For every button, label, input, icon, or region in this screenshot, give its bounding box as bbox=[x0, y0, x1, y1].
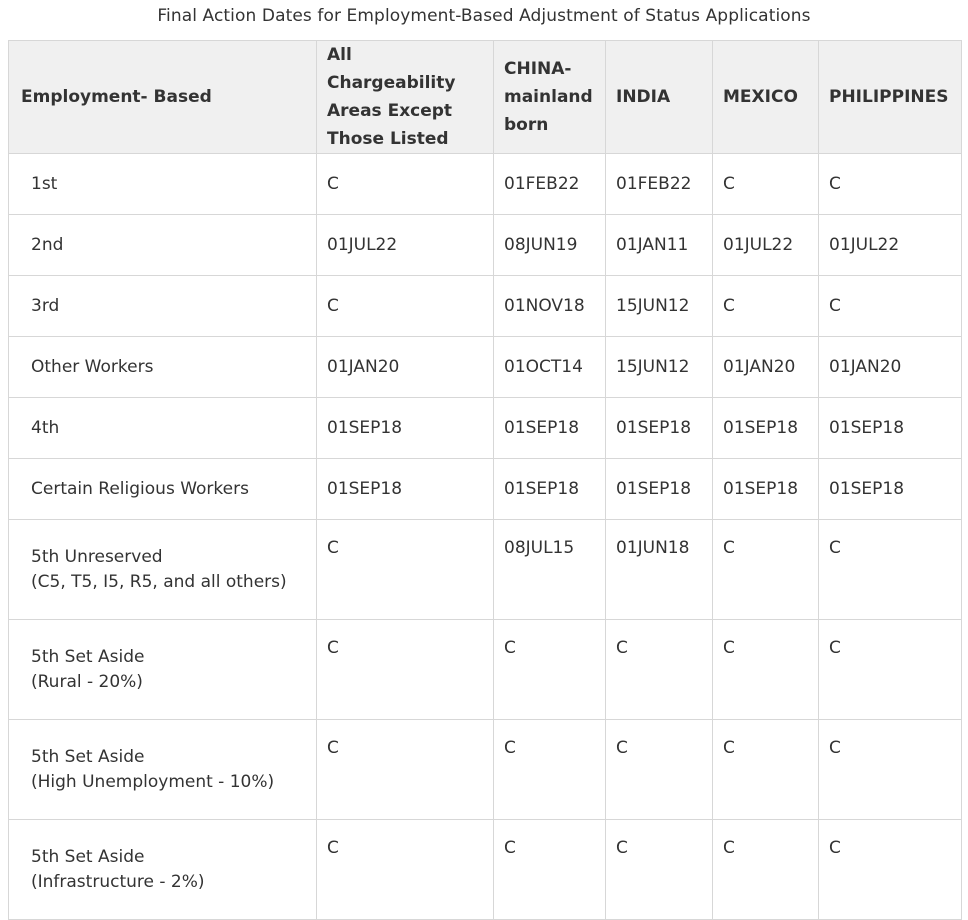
row-category-cell bbox=[9, 215, 317, 276]
table-row bbox=[9, 398, 962, 459]
cell-philippines: C bbox=[819, 720, 962, 820]
row-category-cell bbox=[9, 820, 317, 920]
header-china: CHINA-mainland born bbox=[494, 41, 606, 154]
table-row bbox=[9, 215, 962, 276]
cell-all: C bbox=[317, 720, 494, 820]
cell-philippines: 01JAN20 bbox=[819, 337, 962, 398]
header-employment-based: Employment- Based bbox=[9, 41, 317, 154]
cell-china: C bbox=[494, 720, 606, 820]
header-philippines: PHILIPPINES bbox=[819, 41, 962, 154]
table-row bbox=[9, 459, 962, 520]
cell-china: C bbox=[494, 620, 606, 720]
cell-mexico: C bbox=[713, 154, 819, 215]
row-category-label: 5th Set Aside bbox=[31, 746, 145, 767]
cell-all: 01SEP18 bbox=[317, 459, 494, 520]
row-category-label: 2nd bbox=[31, 235, 64, 255]
cell-china: 01SEP18 bbox=[494, 459, 606, 520]
cell-all: C bbox=[317, 620, 494, 720]
table-row bbox=[9, 154, 962, 215]
table-row bbox=[9, 276, 962, 337]
cell-mexico: 01SEP18 bbox=[713, 459, 819, 520]
row-category-cell bbox=[9, 520, 317, 620]
header-india: INDIA bbox=[606, 41, 713, 154]
cell-china: 01SEP18 bbox=[494, 398, 606, 459]
cell-mexico: C bbox=[713, 820, 819, 920]
cell-philippines: C bbox=[819, 520, 962, 620]
row-category-sublabel: (Infrastructure - 2%) bbox=[31, 871, 205, 892]
row-category-cell bbox=[9, 720, 317, 820]
row-category-sublabel: (High Unemployment - 10%) bbox=[31, 771, 275, 792]
cell-all: C bbox=[317, 820, 494, 920]
row-category-cell bbox=[9, 398, 317, 459]
cell-mexico: 01JUL22 bbox=[713, 215, 819, 276]
table-row bbox=[9, 337, 962, 398]
row-category-label: 5th Set Aside bbox=[31, 646, 145, 667]
cell-philippines: C bbox=[819, 820, 962, 920]
cell-india: 15JUN12 bbox=[606, 276, 713, 337]
cell-mexico: C bbox=[713, 520, 819, 620]
cell-india: 01JUN18 bbox=[606, 520, 713, 620]
cell-mexico: C bbox=[713, 720, 819, 820]
header-all-chargeability: All Chargeability Areas Except Those Listed bbox=[317, 41, 494, 154]
cell-china: 01OCT14 bbox=[494, 337, 606, 398]
cell-all: C bbox=[317, 520, 494, 620]
table-title: Final Action Dates for Employment-Based Adjustment of Status Applications bbox=[157, 6, 811, 26]
row-category-cell bbox=[9, 459, 317, 520]
row-category-sublabel: (C5, T5, I5, R5, and all others) bbox=[31, 571, 287, 592]
cell-china: 08JUL15 bbox=[494, 520, 606, 620]
cell-all: C bbox=[317, 154, 494, 215]
table-row bbox=[9, 520, 962, 620]
table-body bbox=[9, 154, 962, 920]
cell-all: 01JAN20 bbox=[317, 337, 494, 398]
row-category-sublabel: (Rural - 20%) bbox=[31, 671, 143, 692]
row-category-cell bbox=[9, 620, 317, 720]
final-action-dates-table bbox=[8, 40, 962, 920]
row-category-label: 1st bbox=[31, 174, 58, 194]
cell-philippines: C bbox=[819, 154, 962, 215]
row-category-label: 5th Unreserved bbox=[31, 546, 163, 567]
cell-mexico: 01SEP18 bbox=[713, 398, 819, 459]
row-category-label: 4th bbox=[31, 418, 60, 438]
row-category-label: Other Workers bbox=[31, 357, 154, 377]
cell-philippines: C bbox=[819, 620, 962, 720]
cell-india: 15JUN12 bbox=[606, 337, 713, 398]
table-row bbox=[9, 820, 962, 920]
cell-india: 01SEP18 bbox=[606, 459, 713, 520]
cell-india: C bbox=[606, 720, 713, 820]
table-row bbox=[9, 620, 962, 720]
table-row bbox=[9, 720, 962, 820]
row-category-label: Certain Religious Workers bbox=[31, 479, 249, 499]
header-mexico: MEXICO bbox=[713, 41, 819, 154]
cell-mexico: C bbox=[713, 620, 819, 720]
cell-all: 01JUL22 bbox=[317, 215, 494, 276]
cell-mexico: 01JAN20 bbox=[713, 337, 819, 398]
row-category-label: 3rd bbox=[31, 296, 60, 316]
cell-china: C bbox=[494, 820, 606, 920]
cell-india: C bbox=[606, 620, 713, 720]
row-category-cell bbox=[9, 154, 317, 215]
cell-china: 08JUN19 bbox=[494, 215, 606, 276]
cell-philippines: 01SEP18 bbox=[819, 398, 962, 459]
cell-philippines: 01JUL22 bbox=[819, 215, 962, 276]
cell-philippines: 01SEP18 bbox=[819, 459, 962, 520]
cell-all: 01SEP18 bbox=[317, 398, 494, 459]
row-category-cell bbox=[9, 276, 317, 337]
cell-mexico: C bbox=[713, 276, 819, 337]
header-row bbox=[9, 41, 962, 154]
row-category-label: 5th Set Aside bbox=[31, 846, 145, 867]
row-category-cell bbox=[9, 337, 317, 398]
cell-india: 01FEB22 bbox=[606, 154, 713, 215]
cell-philippines: C bbox=[819, 276, 962, 337]
cell-china: 01NOV18 bbox=[494, 276, 606, 337]
cell-china: 01FEB22 bbox=[494, 154, 606, 215]
cell-india: 01JAN11 bbox=[606, 215, 713, 276]
cell-india: C bbox=[606, 820, 713, 920]
cell-all: C bbox=[317, 276, 494, 337]
cell-india: 01SEP18 bbox=[606, 398, 713, 459]
